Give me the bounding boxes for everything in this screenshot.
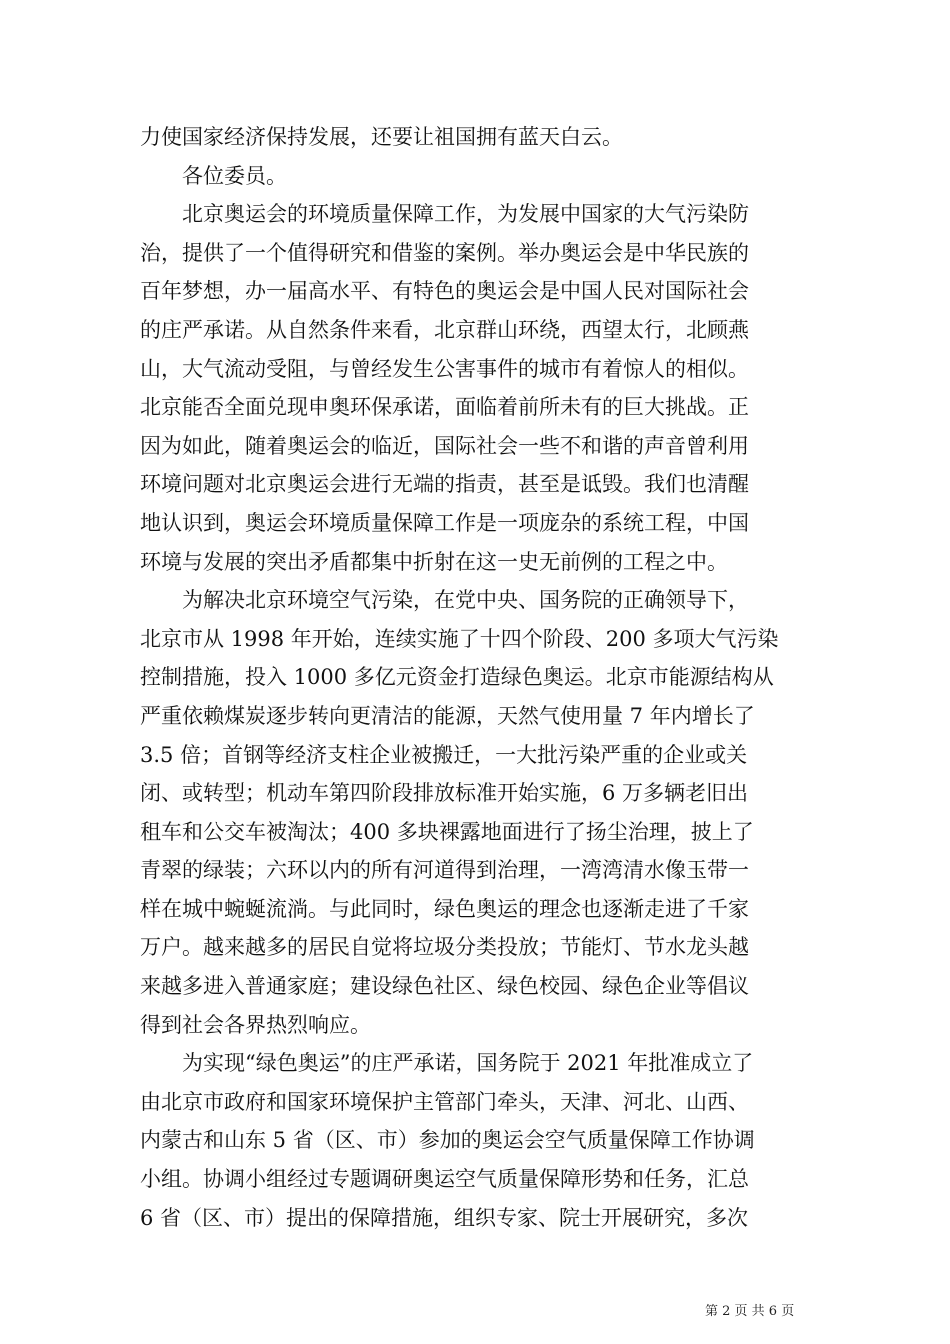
text-line: 小组。协调小组经过专题调研奥运空气质量保障形势和任务，汇总 (140, 1167, 749, 1192)
text-line: 青翠的绿装；六环以内的所有河道得到治理，一湾湾清水像玉带一 (140, 858, 749, 883)
document-body (140, 118, 805, 1237)
text-line: 6 省（区、市）提出的保障措施，组织专家、院士开展研究，多次 (140, 1205, 749, 1230)
text-line: 的庄严承诺。从自然条件来看，北京群山环绕，西望太行，北顾燕 (140, 317, 749, 342)
text-line: 各位委员。 (140, 163, 287, 188)
text-line: 地认识到，奥运会环境质量保障工作是一项庞杂的系统工程，中国 (140, 510, 749, 535)
text-line: 因为如此，随着奥运会的临近，国际社会一些不和谐的声音曾利用 (140, 433, 749, 458)
text-line: 力使国家经济保持发展，还要让祖国拥有蓝天白云。 (140, 125, 623, 149)
text-line: 租车和公交车被淘汰；400 多块裸露地面进行了扬尘治理，披上了 (140, 819, 754, 844)
text-line: 环境与发展的突出矛盾都集中折射在这一史无前例的工程之中。 (140, 549, 728, 574)
text-line: 北京能否全面兑现申奥环保承诺，面临着前所未有的巨大挑战。正 (140, 395, 749, 420)
text-line: 环境问题对北京奥运会进行无端的指责，甚至是诋毁。我们也清醒 (140, 472, 749, 497)
text-line: 北京市从 1998 年开始，连续实施了十四个阶段、200 多项大气污染 (140, 626, 779, 651)
text-line: 治，提供了一个值得研究和借鉴的案例。举办奥运会是中华民族的 (140, 240, 749, 265)
text-line: 3.5 倍；首钢等经济支柱企业被搬迁，一大批污染严重的企业或关 (140, 742, 748, 767)
text-line: 来越多进入普通家庭；建设绿色社区、绿色校园、绿色企业等倡议 (140, 974, 749, 999)
text-line: 控制措施，投入 1000 多亿元资金打造绿色奥运。北京市能源结构从 (140, 665, 774, 690)
text-line: 闭、或转型；机动车第四阶段排放标准开始实施，6 万多辆老旧出 (140, 781, 749, 806)
text-line: 北京奥运会的环境质量保障工作，为发展中国家的大气污染防 (140, 202, 749, 227)
text-line: 得到社会各界热烈响应。 (140, 1012, 371, 1037)
text-line: 样在城中蜿蜒流淌。与此同时，绿色奥运的理念也逐渐走进了千家 (140, 896, 749, 921)
text-line: 山，大气流动受阻，与曾经发生公害事件的城市有着惊人的相似。 (140, 356, 749, 381)
text-line: 万户。越来越多的居民自觉将垃圾分类投放；节能灯、节水龙头越 (140, 935, 749, 960)
page-number-footer: 第 2 页 共 6 页 (705, 1304, 795, 1319)
text-line: 百年梦想，办一届高水平、有特色的奥运会是中国人民对国际社会 (140, 279, 749, 304)
text-line: 内蒙古和山东 5 省（区、市）参加的奥运会空气质量保障工作协调 (140, 1128, 755, 1153)
text-line: 严重依赖煤炭逐步转向更清洁的能源，天然气使用量 7 年内增长了 (140, 703, 755, 728)
text-line: 由北京市政府和国家环境保护主管部门牵头，天津、河北、山西、 (140, 1089, 749, 1114)
text-line: 为实现“绿色奥运”的庄严承诺，国务院于 2021 年批准成立了 (140, 1051, 754, 1076)
text-line: 为解决北京环境空气污染，在党中央、国务院的正确领导下， (140, 588, 749, 613)
